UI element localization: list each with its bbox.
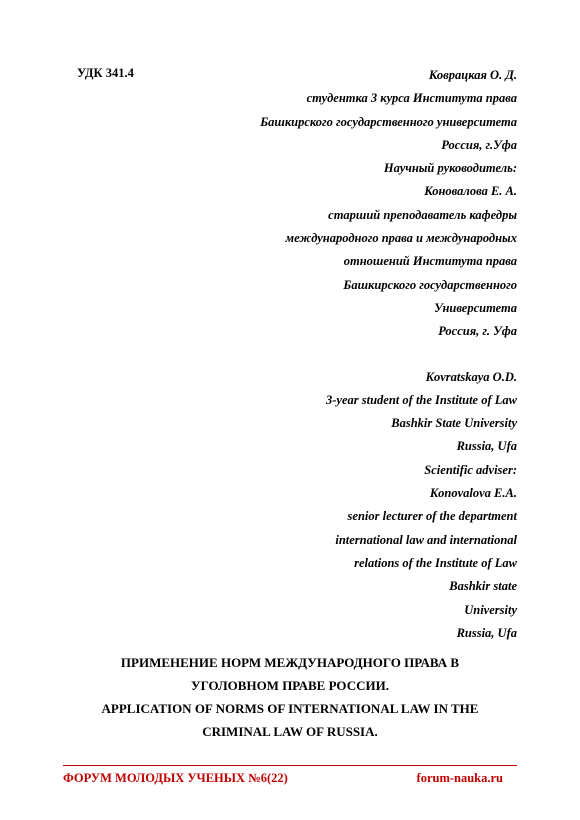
footer-website: forum-nauka.ru: [416, 771, 503, 785]
adviser-location-en: Russia, Ufa: [456, 625, 517, 640]
adviser-university-en: Bashkir state: [449, 579, 517, 594]
author-university-en: Bashkir State University: [391, 416, 517, 431]
author-block: [260, 64, 517, 645]
adviser-location-ru: Россия, г. Уфа: [438, 324, 517, 339]
author-location-ru: Россия, г.Уфа: [441, 137, 517, 152]
author-name-ru: Коврацкая О. Д.: [428, 68, 517, 82]
article-title: [0, 651, 580, 743]
adviser-label-en: Scientific adviser:: [424, 462, 517, 477]
adviser-department-en-2: relations of the Institute of Law: [354, 555, 517, 570]
adviser-department-ru-2: отношений Института права: [343, 254, 517, 269]
adviser-department-en: international law and international: [335, 532, 517, 547]
adviser-department-ru: международного права и международных: [285, 231, 517, 246]
title-ru-line-1: ПРИМЕНЕНИЕ НОРМ МЕЖДУНАРОДНОГО ПРАВА В: [120, 655, 460, 670]
title-en-line-1: APPLICATION OF NORMS OF INTERNATIONAL LAW IN THE: [101, 701, 479, 716]
udk-code: УДК 341.4: [77, 66, 134, 80]
title-ru-line-2: УГОЛОВНОМ ПРАВЕ РОССИИ.: [191, 678, 389, 693]
title-en-line-2: CRIMINAL LAW OF RUSSIA.: [202, 724, 378, 739]
author-position-ru: студентка 3 курса Института права: [306, 91, 517, 106]
adviser-name-ru: Коновалова Е. А.: [424, 184, 517, 199]
author-university-ru: Башкирского государственного университета: [260, 114, 517, 129]
adviser-university-ru: Башкирского государственного: [343, 277, 517, 292]
author-name-en: Kovratskaya O.D.: [425, 369, 517, 384]
adviser-label-ru: Научный руководитель:: [383, 161, 517, 176]
spacer: [260, 344, 517, 366]
footer-journal-name: ФОРУМ МОЛОДЫХ УЧЕНЫХ №6(22): [63, 771, 288, 785]
footer-divider: [63, 765, 517, 766]
author-position-en: 3-year student of the Institute of Law: [326, 392, 517, 407]
adviser-name-en: Konovalova E.A.: [429, 486, 517, 501]
adviser-position-ru: старший преподаватель кафедры: [328, 207, 517, 222]
adviser-position-en: senior lecturer of the department: [347, 509, 517, 524]
author-location-en: Russia, Ufa: [456, 439, 517, 454]
adviser-university-en-2: University: [464, 602, 517, 617]
adviser-university-ru-2: Университета: [434, 300, 517, 315]
